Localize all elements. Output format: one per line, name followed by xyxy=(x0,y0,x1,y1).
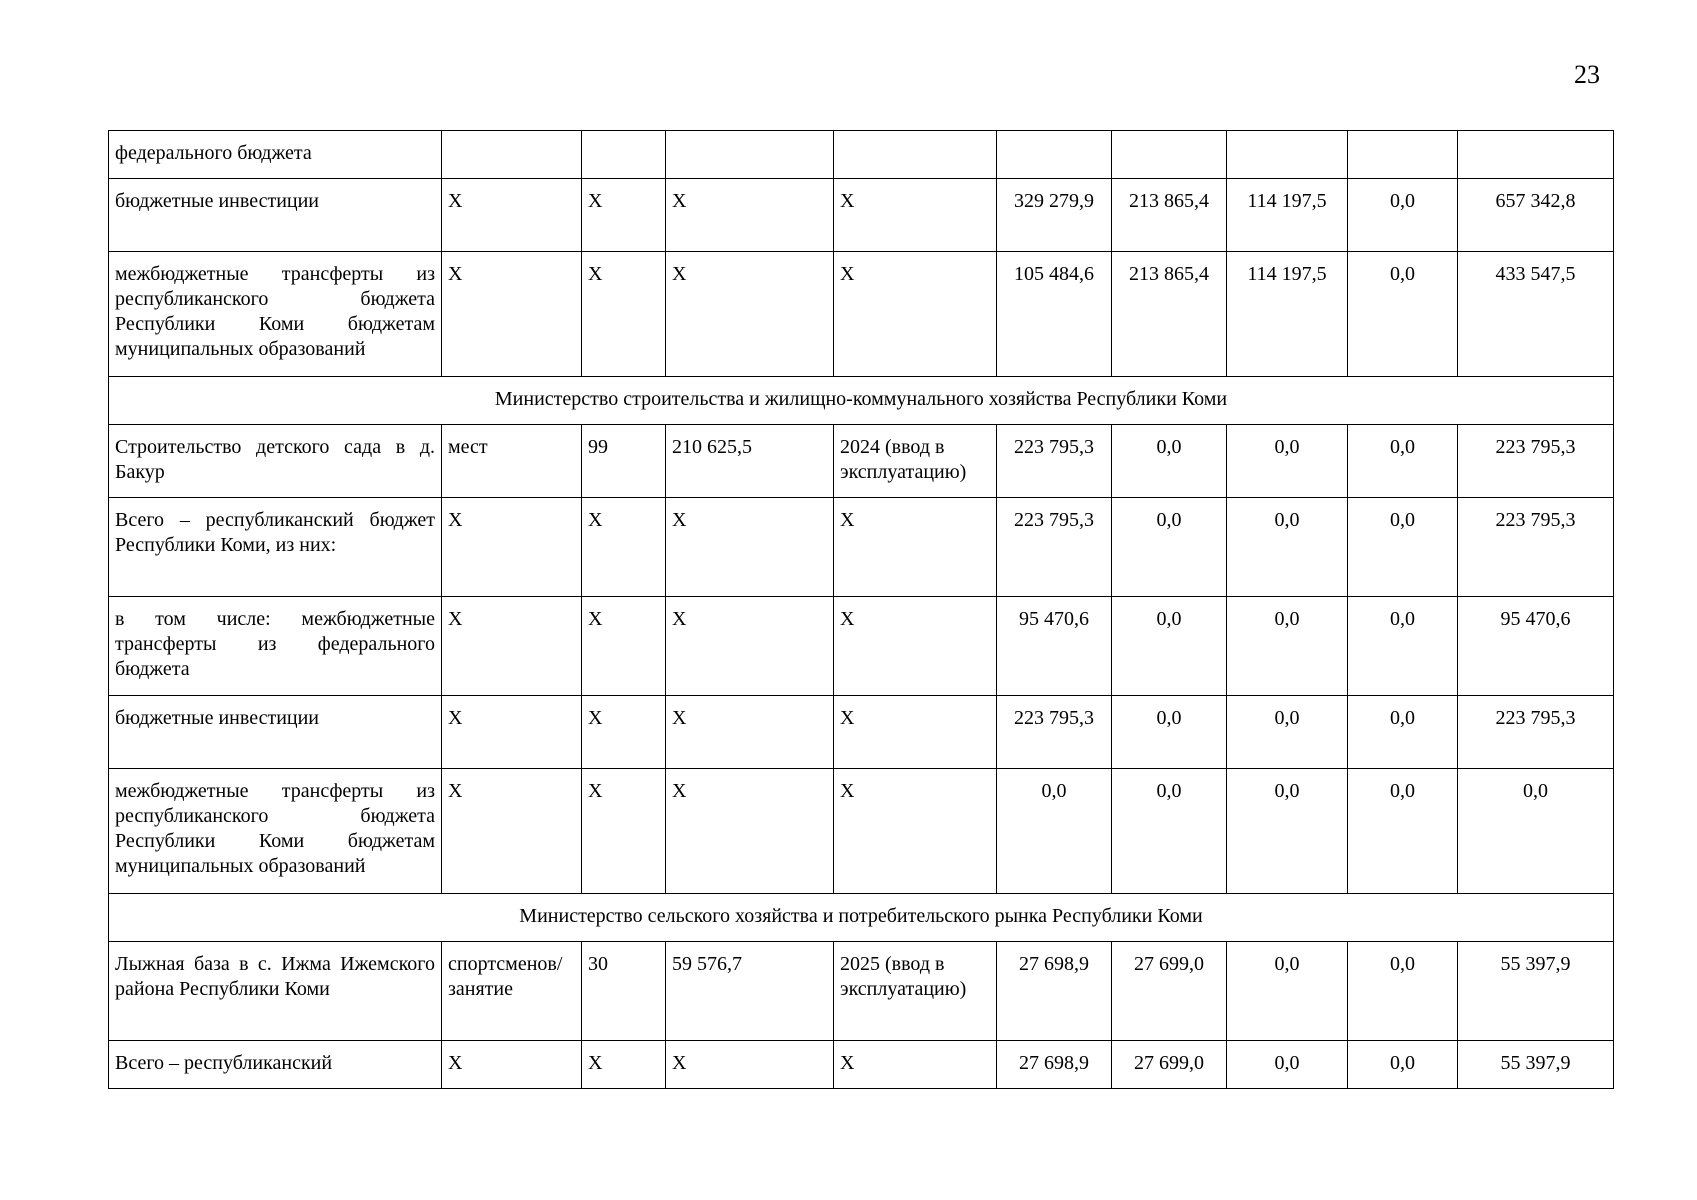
cell-capacity: X xyxy=(582,769,666,894)
cell-estimated-cost: X xyxy=(666,696,834,769)
cell-amount-1: 27 698,9 xyxy=(997,1041,1112,1089)
cell-name: бюджетные инвестиции xyxy=(109,696,442,769)
cell-name: межбюджетные трансферты из республиканского бюджета Республики Коми бюджетам муниципальных образований xyxy=(109,252,442,377)
cell-unit: спортсменов/ занятие xyxy=(442,942,582,1041)
cell-amount-4: 0,0 xyxy=(1348,597,1458,696)
cell-capacity: X xyxy=(582,179,666,252)
budget-table xyxy=(108,130,1614,1089)
cell-total: 95 470,6 xyxy=(1458,597,1614,696)
cell-year: X xyxy=(834,696,997,769)
table-row xyxy=(109,942,1614,1041)
cell-year: 2025 (ввод в эксплуатацию) xyxy=(834,942,997,1041)
cell-name: в том числе: межбюджетные трансферты из федерального бюджета xyxy=(109,597,442,696)
cell-unit: X xyxy=(442,252,582,377)
page-number: 23 xyxy=(1574,60,1600,89)
cell-amount-3: 0,0 xyxy=(1227,597,1348,696)
cell-year xyxy=(834,131,997,179)
cell-amount-4: 0,0 xyxy=(1348,769,1458,894)
cell-name: Строительство детского сада в д. Бакур xyxy=(109,425,442,498)
table-row xyxy=(109,498,1614,597)
cell-amount-4: 0,0 xyxy=(1348,498,1458,597)
cell-name: Всего – республиканский бюджет Республики Коми, из них: xyxy=(109,498,442,597)
cell-estimated-cost: X xyxy=(666,769,834,894)
section-header-row xyxy=(109,377,1614,425)
cell-amount-4 xyxy=(1348,131,1458,179)
cell-year: X xyxy=(834,597,997,696)
cell-amount-3: 0,0 xyxy=(1227,769,1348,894)
cell-amount-2: 0,0 xyxy=(1112,498,1227,597)
cell-name: Лыжная база в с. Ижма Ижемского района Республики Коми xyxy=(109,942,442,1041)
cell-capacity: X xyxy=(582,1041,666,1089)
cell-amount-2: 213 865,4 xyxy=(1112,179,1227,252)
cell-total: 223 795,3 xyxy=(1458,498,1614,597)
cell-total: 223 795,3 xyxy=(1458,425,1614,498)
cell-amount-3: 0,0 xyxy=(1227,696,1348,769)
table-row xyxy=(109,1041,1614,1089)
cell-total: 0,0 xyxy=(1458,769,1614,894)
cell-amount-3: 114 197,5 xyxy=(1227,252,1348,377)
cell-capacity: X xyxy=(582,597,666,696)
cell-amount-4: 0,0 xyxy=(1348,942,1458,1041)
table-row xyxy=(109,769,1614,894)
cell-total: 55 397,9 xyxy=(1458,1041,1614,1089)
cell-unit xyxy=(442,131,582,179)
cell-amount-2: 213 865,4 xyxy=(1112,252,1227,377)
cell-estimated-cost: 210 625,5 xyxy=(666,425,834,498)
cell-estimated-cost xyxy=(666,131,834,179)
cell-amount-1: 223 795,3 xyxy=(997,498,1112,597)
cell-name: Всего – республиканский xyxy=(109,1041,442,1089)
cell-unit: X xyxy=(442,696,582,769)
cell-capacity: 99 xyxy=(582,425,666,498)
cell-amount-3: 0,0 xyxy=(1227,1041,1348,1089)
cell-amount-2: 0,0 xyxy=(1112,425,1227,498)
cell-total: 433 547,5 xyxy=(1458,252,1614,377)
table-row xyxy=(109,252,1614,377)
cell-amount-3: 0,0 xyxy=(1227,498,1348,597)
cell-year: X xyxy=(834,179,997,252)
cell-amount-3: 114 197,5 xyxy=(1227,179,1348,252)
cell-unit: X xyxy=(442,769,582,894)
cell-capacity: 30 xyxy=(582,942,666,1041)
cell-name: бюджетные инвестиции xyxy=(109,179,442,252)
cell-amount-4: 0,0 xyxy=(1348,252,1458,377)
cell-amount-1: 105 484,6 xyxy=(997,252,1112,377)
cell-estimated-cost: 59 576,7 xyxy=(666,942,834,1041)
table-row xyxy=(109,597,1614,696)
cell-year: X xyxy=(834,769,997,894)
cell-unit: X xyxy=(442,597,582,696)
cell-amount-2: 27 699,0 xyxy=(1112,942,1227,1041)
cell-name: федерального бюджета xyxy=(109,131,442,179)
cell-total xyxy=(1458,131,1614,179)
cell-estimated-cost: X xyxy=(666,1041,834,1089)
section-header-row xyxy=(109,894,1614,942)
cell-estimated-cost: X xyxy=(666,498,834,597)
cell-estimated-cost: X xyxy=(666,597,834,696)
cell-year: X xyxy=(834,1041,997,1089)
cell-name: межбюджетные трансферты из республиканского бюджета Республики Коми бюджетам муниципальных образований xyxy=(109,769,442,894)
cell-amount-1 xyxy=(997,131,1112,179)
cell-total: 55 397,9 xyxy=(1458,942,1614,1041)
cell-amount-1: 95 470,6 xyxy=(997,597,1112,696)
section-title: Министерство сельского хозяйства и потребительского рынка Республики Коми xyxy=(109,894,1614,942)
cell-amount-2: 0,0 xyxy=(1112,597,1227,696)
cell-amount-4: 0,0 xyxy=(1348,179,1458,252)
cell-unit: X xyxy=(442,498,582,597)
cell-amount-2 xyxy=(1112,131,1227,179)
cell-unit: X xyxy=(442,1041,582,1089)
cell-amount-2: 0,0 xyxy=(1112,696,1227,769)
cell-amount-3 xyxy=(1227,131,1348,179)
table-row xyxy=(109,131,1614,179)
cell-amount-4: 0,0 xyxy=(1348,696,1458,769)
cell-amount-4: 0,0 xyxy=(1348,425,1458,498)
cell-estimated-cost: X xyxy=(666,179,834,252)
cell-year: X xyxy=(834,252,997,377)
cell-estimated-cost: X xyxy=(666,252,834,377)
cell-amount-1: 27 698,9 xyxy=(997,942,1112,1041)
cell-capacity: X xyxy=(582,696,666,769)
cell-amount-3: 0,0 xyxy=(1227,942,1348,1041)
cell-amount-1: 223 795,3 xyxy=(997,696,1112,769)
table-row xyxy=(109,179,1614,252)
cell-capacity: X xyxy=(582,498,666,597)
cell-amount-1: 0,0 xyxy=(997,769,1112,894)
cell-unit: X xyxy=(442,179,582,252)
cell-amount-2: 27 699,0 xyxy=(1112,1041,1227,1089)
cell-total: 223 795,3 xyxy=(1458,696,1614,769)
cell-year: 2024 (ввод в эксплуатацию) xyxy=(834,425,997,498)
cell-amount-1: 329 279,9 xyxy=(997,179,1112,252)
table-body xyxy=(109,131,1614,1089)
table-row xyxy=(109,425,1614,498)
cell-amount-1: 223 795,3 xyxy=(997,425,1112,498)
cell-amount-4: 0,0 xyxy=(1348,1041,1458,1089)
cell-capacity xyxy=(582,131,666,179)
table-row xyxy=(109,696,1614,769)
cell-amount-2: 0,0 xyxy=(1112,769,1227,894)
cell-year: X xyxy=(834,498,997,597)
cell-total: 657 342,8 xyxy=(1458,179,1614,252)
section-title: Министерство строительства и жилищно-коммунального хозяйства Республики Коми xyxy=(109,377,1614,425)
cell-capacity: X xyxy=(582,252,666,377)
cell-unit: мест xyxy=(442,425,582,498)
cell-amount-3: 0,0 xyxy=(1227,425,1348,498)
